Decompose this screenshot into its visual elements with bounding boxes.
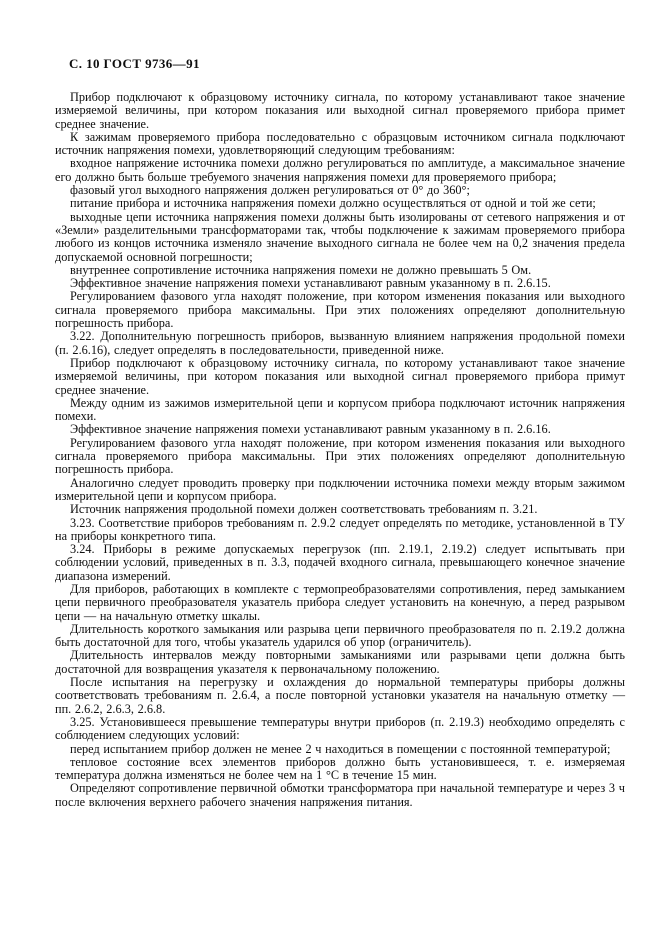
paragraph: тепловое состояние всех элементов приборов должно быть установившееся, т. е. измеряемая температура должна изменяться не более чем на 1 °С в течение 15 мин. [55,754,625,783]
paragraph: Для приборов, работающих в комплекте с термопреобразователями сопротивления, перед замыканием цепи первичного преобразователя указатель прибора следует установить на конечную, а перед разрывом цепи — на начальную отметку шкалы. [55,581,625,623]
document-body [55,91,625,809]
paragraph: Источник напряжения продольной помехи должен соответствовать требованиям п. 3.21. [70,502,538,517]
paragraph: питание прибора и источника напряжения помехи должно осуществляться от одной и той же сети; [70,196,596,211]
paragraph: К зажимам проверяемого прибора последовательно с образцовым источником сигнала подключают источник напряжения помехи, удовлетворяющий следующим требованиям: [55,129,625,158]
paragraph: Эффективное значение напряжения помехи устанавливают равным указанному в п. 2.6.16. [70,422,551,437]
paragraph: Между одним из зажимов измерительной цепи и корпусом прибора подключают источник напряжения помехи. [55,395,625,424]
paragraph: входное напряжение источника помехи должно регулироваться по амплитуде, а максимальное значение его должно быть больше требуемого значения напряжения помехи для проверяемого прибора; [55,156,625,184]
paragraph: 3.23. Соответствие приборов требованиям п. 2.9.2 следует определять по методике, установленной в ТУ на приборы конкретного типа. [55,515,625,543]
paragraph: выходные цепи источника напряжения помехи должны быть изолированы от сетевого напряжения и от «Земли» разделительными трансформаторами так, чтобы подключение к зажимам проверяемого прибора любого из концов источника изменяло значение выходного сигнала не более чем на 0,2 значения предела допускаемой основной погрешности; [55,209,625,264]
page-header: С. 10 ГОСТ 9736—91 [69,56,200,71]
paragraph: 3.24. Приборы в режиме допускаемых перегрузок (пп. 2.19.1, 2.19.2) следует испытывать при соблюдении условий, приведенных в п. 3.3, подачей входного сигнала, превышающего конечное значение диапазона измерений. [55,542,625,583]
paragraph: Регулированием фазового угла находят положение, при котором изменения показания или выходного сигнала проверяемого прибора максимальны. При этих положениях определяют дополнительную погрешность прибора. [55,289,625,331]
paragraph: Регулированием фазового угла находят положение, при котором изменения показания или выходного сигнала проверяемого прибора максимальны. При этих положениях определяют дополнительную погрешность прибора. [55,435,625,477]
paragraph: Прибор подключают к образцовому источнику сигнала, по которому устанавливают такое значение измеряемой величины, при котором показания или выходной сигнал проверяемого прибора примет среднее значение. [55,90,625,131]
paragraph: перед испытанием прибор должен не менее 2 ч находиться в помещении с постоянной температурой; [70,741,611,756]
paragraph: фазовый угол выходного напряжения должен регулироваться от 0° до 360°; [70,183,470,198]
paragraph: Эффективное значение напряжения помехи устанавливают равным указанному в п. 2.6.15. [70,276,551,291]
paragraph: внутреннее сопротивление источника напряжения помехи не должно превышать 5 Ом. [70,262,532,277]
paragraph: Аналогично следует проводить проверку при подключении источника помехи между вторым зажимом измерительной цепи и корпусом прибора. [55,475,625,503]
paragraph: Определяют сопротивление первичной обмотки трансформатора при начальной температуре и через 3 ч после включения верхнего рабочего значения напряжения питания. [55,781,625,809]
paragraph: Длительность короткого замыкания или разрыва цепи первичного преобразователя по п. 2.19.2 должна быть достаточной для того, чтобы указатель ударился об упор (ограничитель). [55,621,625,650]
paragraph: 3.25. Установившееся превышение температуры внутри приборов (п. 2.19.3) необходимо определять с соблюдением следующих условий: [55,714,625,743]
paragraph: Длительность интервалов между повторными замыканиями или разрывами цепи должна быть достаточной для возвращения указателя к первоначальному положению. [55,648,625,676]
paragraph: Прибор подключают к образцовому источнику сигнала, по которому устанавливают такое значение измеряемой величины, при котором показания или выходной сигнал проверяемого прибора примут среднее значение. [55,355,625,397]
paragraph: После испытания на перегрузку и охлаждения до нормальной температуры приборы должны соответствовать требованиям п. 2.6.4, а после повторной установки указателя на начальную отметку — пп. 2.6.2, 2.6.3, 2.6.8. [55,675,625,716]
paragraph: 3.22. Дополнительную погрешность приборов, вызванную влиянием напряжения продольной помехи (п. 2.6.16), следует определять в последовательности, приведенной ниже. [55,329,625,357]
